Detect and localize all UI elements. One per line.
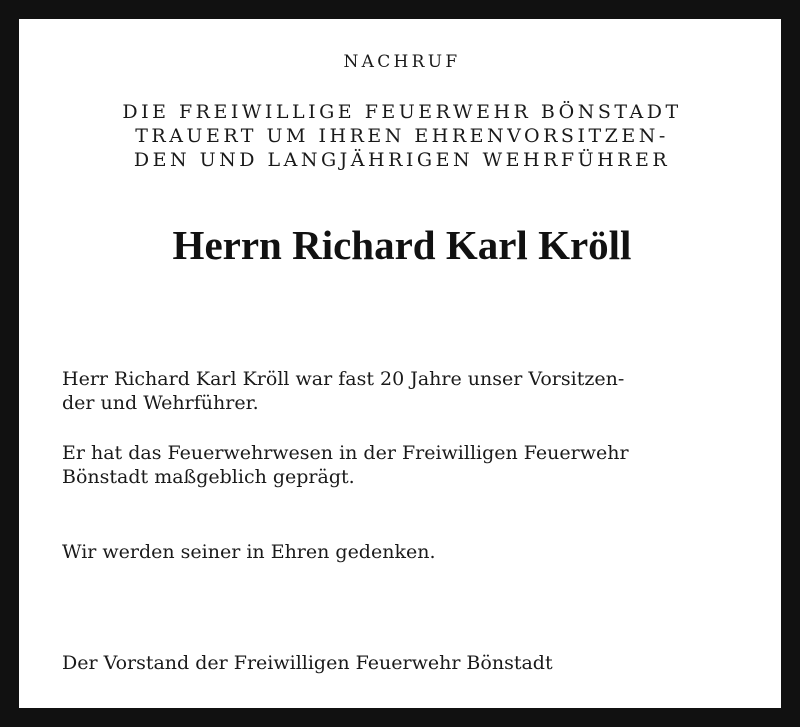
paragraph-line: Bönstadt maßgeblich geprägt. [62, 466, 355, 488]
deceased-name: Herrn Richard Karl Kröll [172, 222, 632, 268]
paragraph-tenure [62, 367, 742, 415]
intro-line: DEN UND LANGJÄHRIGEN WEHRFÜHRER [133, 149, 671, 171]
intro-line: DIE FREIWILLIGE FEUERWEHR BÖNSTADT [122, 101, 682, 123]
notice-intro [19, 100, 785, 172]
paragraph-legacy [62, 441, 742, 489]
paragraph-line: der und Wehrführer. [62, 392, 259, 414]
notice-panel [17, 17, 783, 710]
intro-line: TRAUERT UM IHREN EHRENVORSITZEN- [135, 125, 669, 147]
paragraph-line: Er hat das Feuerwehrwesen in der Freiwilligen Feuerwehr [62, 442, 629, 464]
paragraph-remembrance: Wir werden seiner in Ehren gedenken. [62, 541, 436, 563]
notice-title: NACHRUF [343, 52, 461, 72]
signature: Der Vorstand der Freiwilligen Feuerwehr Bönstadt [62, 652, 553, 674]
paragraph-line: Herr Richard Karl Kröll war fast 20 Jahre unser Vorsitzen- [62, 368, 625, 390]
